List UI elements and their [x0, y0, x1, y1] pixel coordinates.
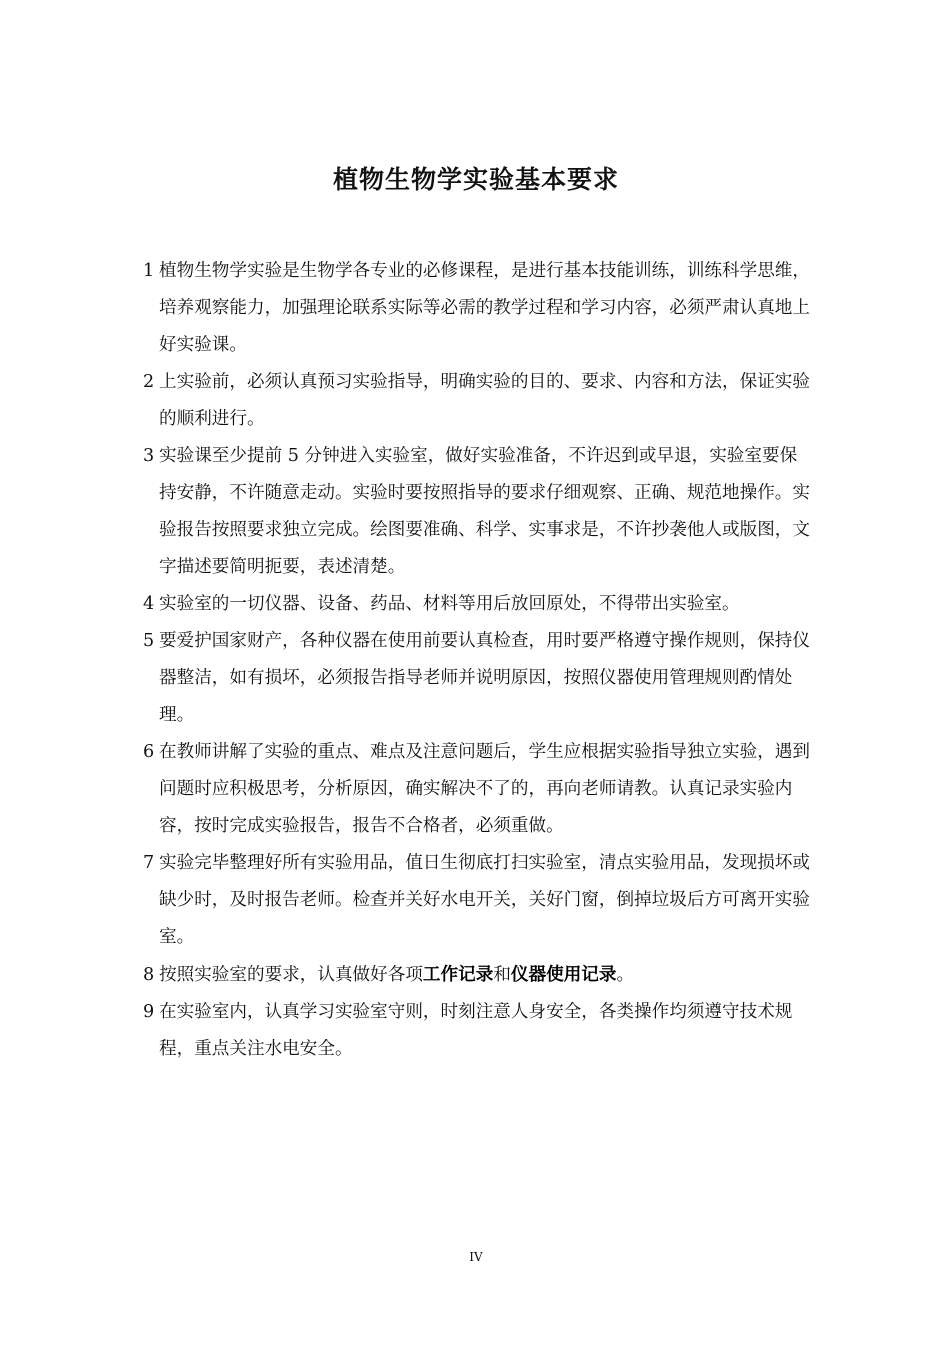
- list-item: [143, 845, 813, 956]
- item-text: 实验课至少提前 5 分钟进入实验室，做好实验准备，不许迟到或早退，实验室要保持安静，不许随意走动。实验时要按照指导的要求仔细观察、正确、规范地操作。实验报告按照要求独立完成。绘图要准确、科学、实事求是，不许抄袭他人或版图，文字描述要简明扼要，表述清楚。: [159, 446, 810, 577]
- list-item: [143, 994, 813, 1068]
- page-title: 植物生物学实验基本要求: [332, 165, 619, 194]
- item-text: 要爱护国家财产，各种仪器在使用前要认真检查，用时要严格遵守操作规则，保持仪器整洁，如有损坏，必须报告指导老师并说明原因，按照仪器使用管理规则酌情处理。: [159, 631, 810, 725]
- list-item: [143, 364, 813, 438]
- item-number: 8: [143, 965, 155, 985]
- item-text: 植物生物学实验是生物学各专业的必修课程，是进行基本技能训练，训练科学思维，培养观察能力，加强理论联系实际等必需的教学过程和学习内容，必须严肃认真地上好实验课。: [159, 261, 810, 355]
- item-text: 上实验前，必须认真预习实验指导，明确实验的目的、要求、内容和方法，保证实验的顺利进行。: [159, 372, 810, 429]
- item-number: 3: [143, 446, 155, 466]
- item-text-mid: 和: [493, 965, 511, 985]
- instrument-record-emphasis: 仪器使用记录: [510, 964, 617, 985]
- list-item: [143, 734, 813, 845]
- item-number: 1: [143, 261, 155, 281]
- item-text: 在教师讲解了实验的重点、难点及注意问题后，学生应根据实验指导独立实验，遇到问题时应积极思考，分析原因，确实解决不了的，再向老师请教。认真记录实验内容，按时完成实验报告，报告不合格者，必须重做。: [159, 742, 810, 836]
- list-item: [143, 438, 813, 586]
- item-text-before: 按照实验室的要求，认真做好各项: [159, 965, 423, 985]
- item-text: 在实验室内，认真学习实验室守则，时刻注意人身安全，各类操作均须遵守技术规程，重点关注水电安全。: [159, 1002, 793, 1059]
- list-item: [143, 956, 813, 994]
- item-text-end: 。: [616, 965, 635, 985]
- item-number: 6: [143, 742, 155, 762]
- item-number: 5: [143, 631, 155, 651]
- page-number: IV: [469, 1250, 483, 1264]
- item-text: 实验完毕整理好所有实验用品，值日生彻底打扫实验室，清点实验用品，发现损坏或缺少时，及时报告老师。检查并关好水电开关，关好门窗，倒掉垃圾后方可离开实验室。: [159, 853, 810, 947]
- item-number: 9: [143, 1002, 155, 1022]
- list-item: [143, 253, 813, 364]
- list-item: [143, 623, 813, 734]
- work-record-emphasis: 工作记录: [422, 964, 494, 985]
- item-number: 4: [143, 594, 155, 614]
- requirements-list: [143, 253, 813, 1068]
- item-number: 7: [143, 853, 155, 873]
- item-text: 实验室的一切仪器、设备、药品、材料等用后放回原处，不得带出实验室。: [159, 594, 740, 614]
- item-number: 2: [143, 372, 155, 392]
- list-item: [143, 586, 813, 623]
